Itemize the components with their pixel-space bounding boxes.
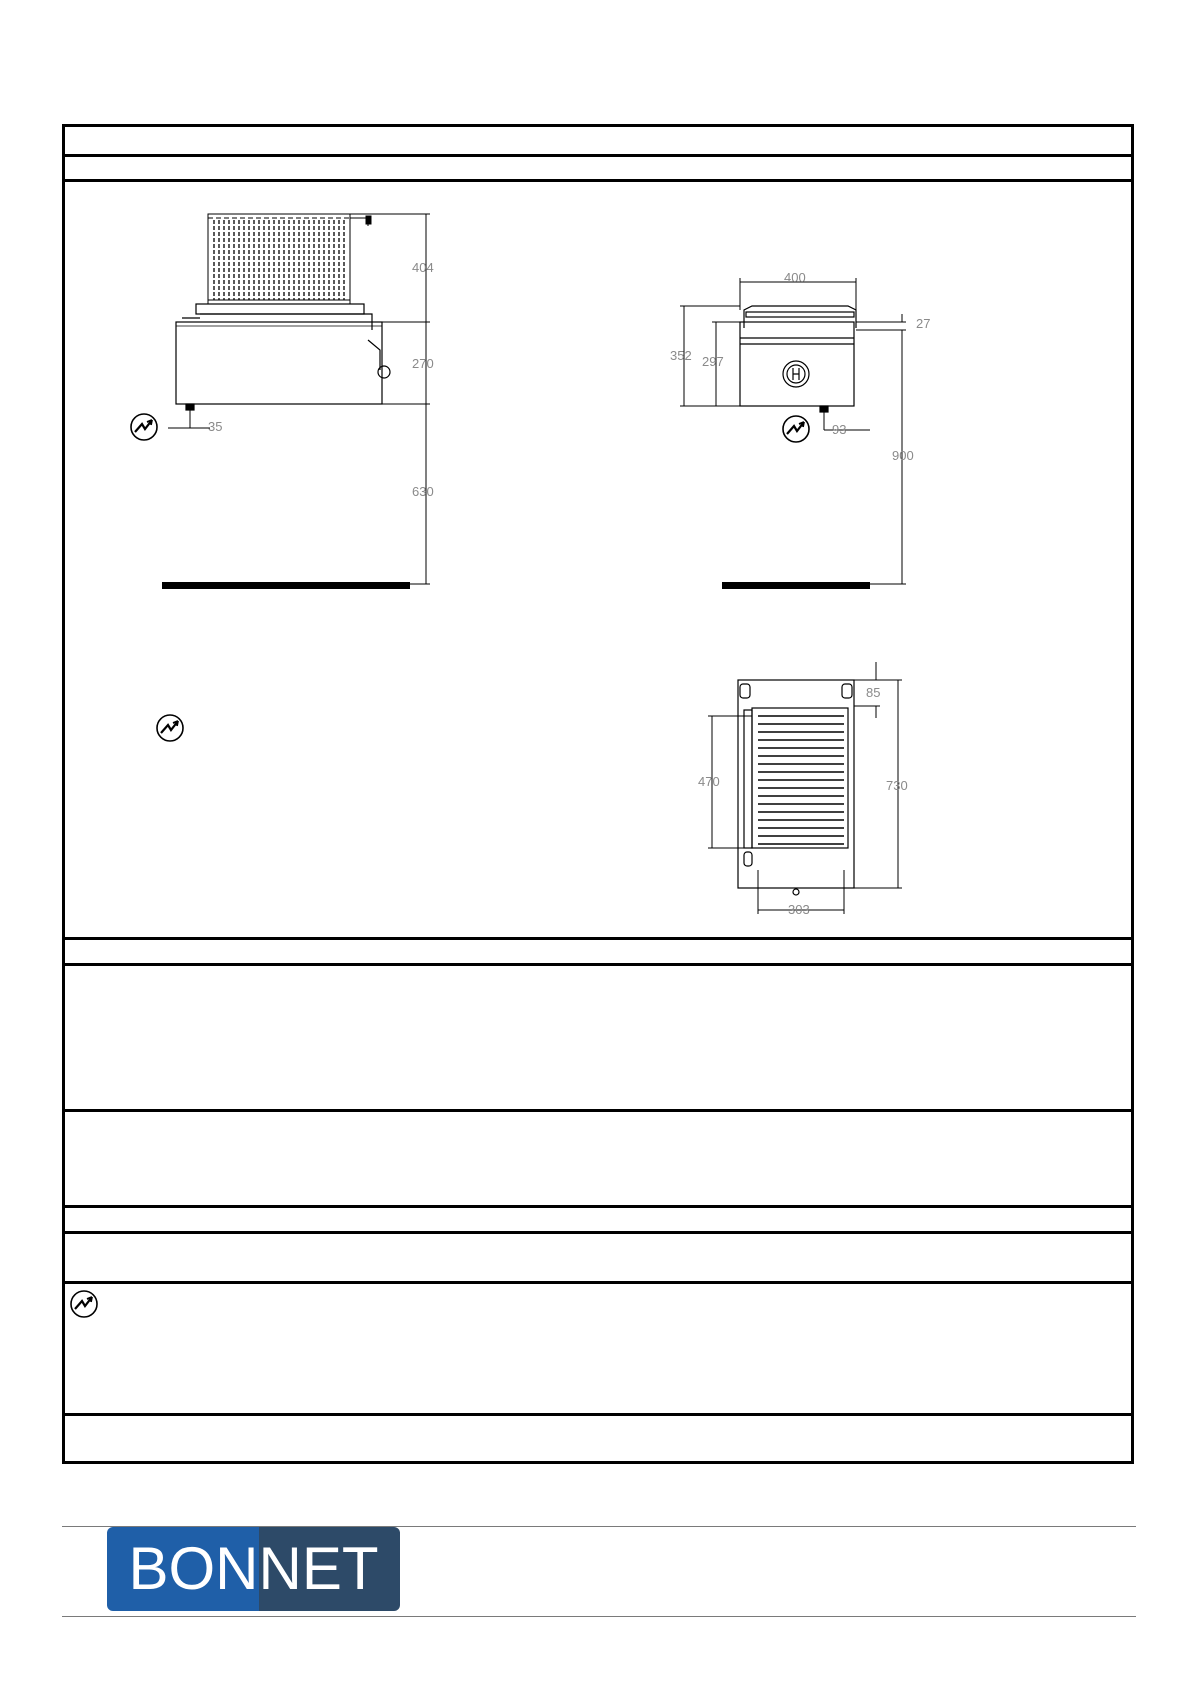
footer-rule-bottom — [62, 1616, 1136, 1617]
dim-overall-height: 900 — [892, 448, 914, 463]
dim-top-offset: 27 — [916, 316, 931, 331]
bonnet-logo — [107, 1527, 400, 1611]
dim-overall-depth: 730 — [886, 778, 908, 793]
dim-width: 400 — [784, 270, 806, 285]
dim-height-total: 352 — [670, 348, 692, 363]
front-view — [670, 270, 930, 589]
electric-connection-icon — [131, 414, 157, 440]
dim-leg-offset: 35 — [208, 419, 223, 434]
floor-line — [722, 582, 870, 589]
logo-text: BONNET — [128, 1535, 379, 1602]
dim-grill-width: 303 — [788, 902, 810, 917]
top-view — [698, 662, 908, 917]
dim-body-height: 270 — [412, 356, 434, 371]
dim-height-body: 297 — [702, 354, 724, 369]
dim-worktop-height: 630 — [412, 484, 434, 499]
dim-grill-depth: 470 — [698, 774, 720, 789]
electric-connection-icon — [783, 416, 809, 442]
floor-line — [162, 582, 410, 589]
side-view — [131, 214, 434, 589]
dim-grill-height: 404 — [412, 260, 434, 275]
electric-connection-icon — [71, 1291, 97, 1317]
dim-top-offset-plan: 85 — [866, 685, 881, 700]
electric-connection-icon — [157, 715, 183, 741]
dim-leg-offset-front: 93 — [832, 422, 847, 437]
